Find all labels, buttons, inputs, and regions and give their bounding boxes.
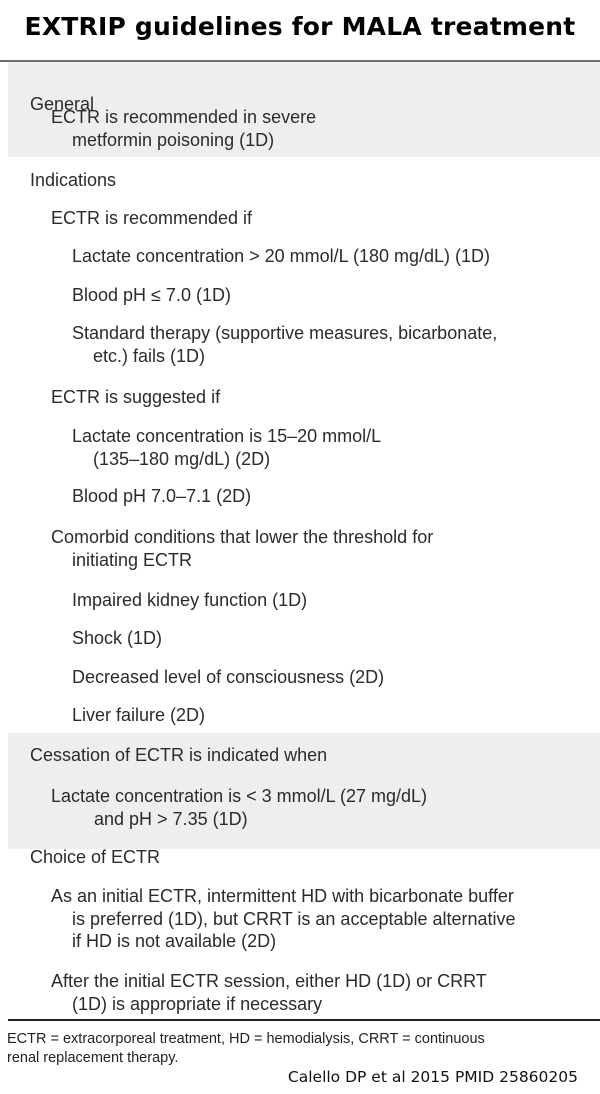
footnote-line: renal replacement therapy. xyxy=(7,1050,179,1066)
citation: Calello DP et al 2015 PMID 25860205 xyxy=(287,1068,578,1086)
guideline-item-level-2 xyxy=(72,627,162,650)
footnote-line: ECTR = extracorporeal treatment, HD = hemodialysis, CRRT = continuous xyxy=(7,1031,485,1047)
guideline-line: Blood pH 7.0–7.1 (2D) xyxy=(72,486,252,506)
guideline-line: Liver failure (2D) xyxy=(72,705,206,725)
bottom-divider xyxy=(8,1019,600,1021)
guideline-line: (1D) is appropriate if necessary xyxy=(72,993,323,1014)
guideline-item-level-2 xyxy=(72,425,381,470)
guideline-line: is preferred (1D), but CRRT is an acceptable alternative xyxy=(72,908,516,929)
guideline-line: metformin poisoning (1D) xyxy=(72,129,275,150)
guideline-line: Standard therapy (supportive measures, bicarbonate, xyxy=(72,323,498,343)
guideline-item-level-0 xyxy=(30,846,160,869)
guideline-line: Choice of ECTR xyxy=(30,847,161,867)
guideline-line: Cessation of ECTR is indicated when xyxy=(30,745,328,765)
guideline-line: (135–180 mg/dL) (2D) xyxy=(93,448,271,469)
guideline-item-level-1 xyxy=(51,106,316,151)
guideline-line: After the initial ECTR session, either HD (1D) or CRRT xyxy=(51,971,487,991)
guideline-line: ECTR is suggested if xyxy=(51,387,221,407)
guideline-item-level-2 xyxy=(72,485,251,508)
guideline-line: if HD is not available (2D) xyxy=(72,931,277,951)
guideline-item-level-1 xyxy=(51,386,220,409)
guideline-item-level-1 xyxy=(51,207,252,230)
guideline-line: Comorbid conditions that lower the threshold for xyxy=(51,527,434,547)
guideline-line: Impaired kidney function (1D) xyxy=(72,590,308,610)
guideline-line: Shock (1D) xyxy=(72,628,163,648)
guideline-line: As an initial ECTR, intermittent HD with bicarbonate buffer xyxy=(51,886,514,906)
guideline-line: Indications xyxy=(30,170,117,190)
guideline-item-level-2 xyxy=(72,704,205,727)
guideline-line: etc.) fails (1D) xyxy=(93,345,206,366)
guideline-item-level-2 xyxy=(72,284,231,307)
guideline-item-level-0 xyxy=(30,744,327,767)
guideline-item-level-2 xyxy=(72,245,490,268)
guideline-item-level-1 xyxy=(51,526,433,571)
guideline-line: Blood pH ≤ 7.0 (1D) xyxy=(72,285,231,305)
guideline-line: Decreased level of consciousness (2D) xyxy=(72,667,385,687)
guideline-item-level-2 xyxy=(72,589,307,612)
guideline-line: and pH > 7.35 (1D) xyxy=(94,808,248,829)
guideline-item-level-1 xyxy=(51,970,487,1015)
guideline-item-level-2 xyxy=(72,322,497,367)
guideline-line: Lactate concentration > 20 mmol/L (180 mg/dL) (1D) xyxy=(72,246,491,266)
guideline-line: Lactate concentration is 15–20 mmol/L xyxy=(72,426,382,446)
guideline-line: initiating ECTR xyxy=(72,549,193,570)
guideline-item-level-0 xyxy=(30,169,116,192)
guideline-item-level-1 xyxy=(51,885,516,953)
guideline-line: General xyxy=(30,94,95,114)
guideline-line: ECTR is recommended in severe xyxy=(51,107,317,127)
page-title: EXTRIP guidelines for MALA treatment xyxy=(24,12,576,41)
guideline-line: Lactate concentration is < 3 mmol/L (27 mg/dL) xyxy=(51,786,428,806)
guideline-item-level-2 xyxy=(72,666,384,689)
footnote xyxy=(7,1030,485,1068)
guideline-line: ECTR is recommended if xyxy=(51,208,253,228)
guideline-item-level-1 xyxy=(51,785,427,830)
